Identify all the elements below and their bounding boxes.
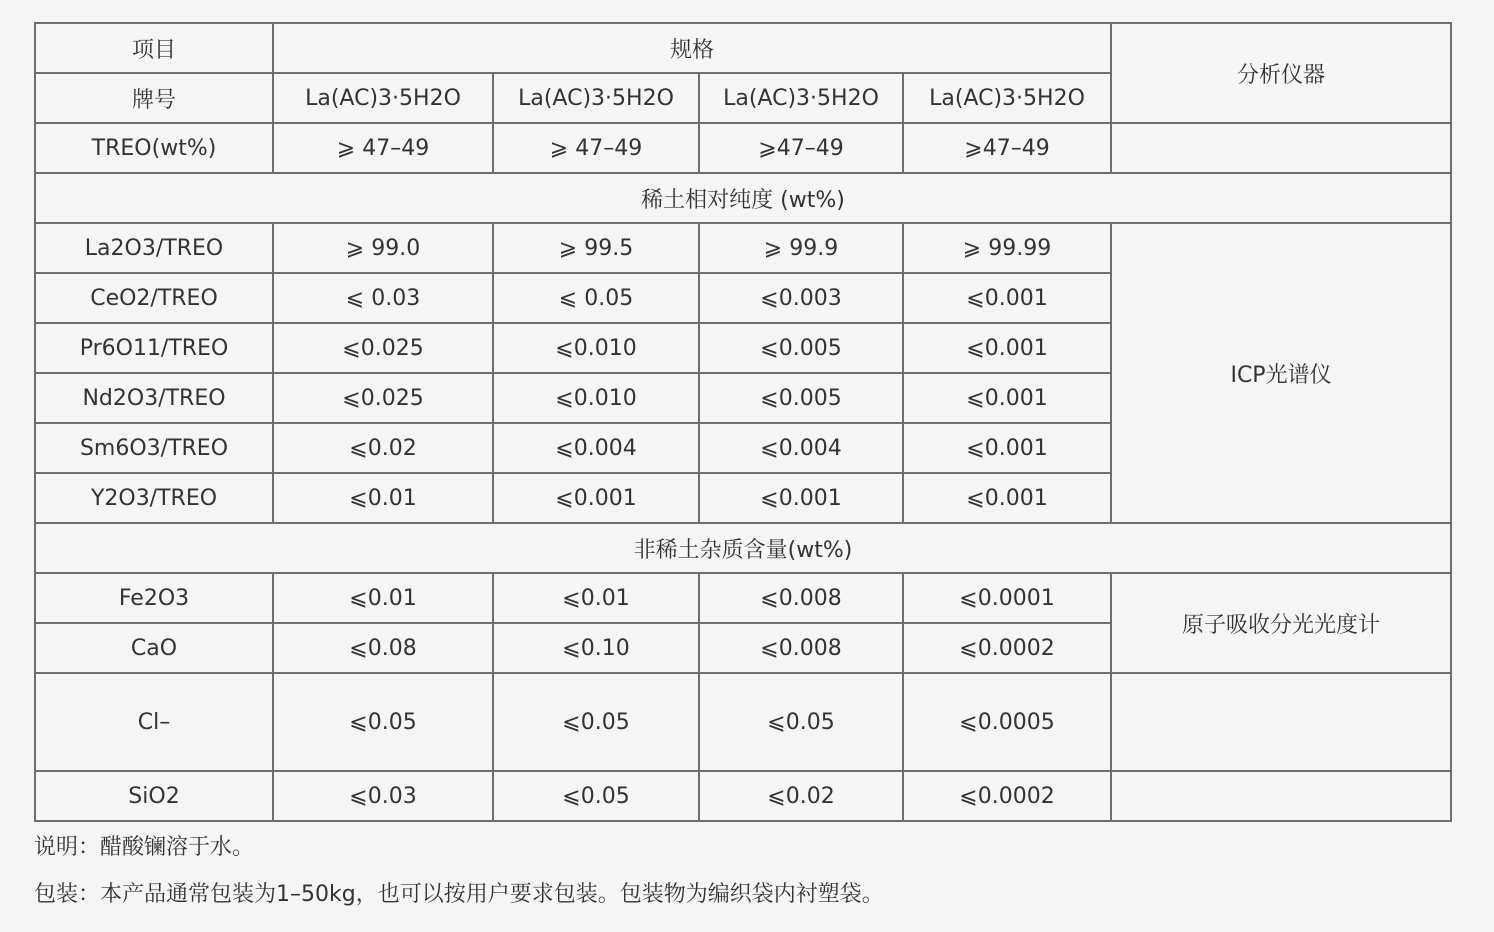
value-cell: ⩽0.001 [903, 323, 1111, 373]
value-cell: ⩽0.05 [493, 673, 699, 771]
value-cell: ⩽0.01 [273, 473, 493, 523]
grade-cell: La(AC)3·5H2O [903, 73, 1111, 123]
value-cell: ⩾ 47–49 [493, 123, 699, 173]
value-cell: ⩽0.010 [493, 373, 699, 423]
value-cell: ⩽0.02 [699, 771, 903, 821]
value-cell: ⩽ 0.03 [273, 273, 493, 323]
row-label: SiO2 [35, 771, 273, 821]
value-cell: ⩽0.005 [699, 323, 903, 373]
table-row [35, 573, 1451, 623]
row-label: Pr6O11/TREO [35, 323, 273, 373]
value-cell: ⩽0.001 [699, 473, 903, 523]
value-cell: ⩽0.010 [493, 323, 699, 373]
table-row [35, 223, 1451, 273]
row-label: Fe2O3 [35, 573, 273, 623]
value-cell: ⩽0.008 [699, 573, 903, 623]
spec-table [34, 22, 1452, 822]
grade-cell: La(AC)3·5H2O [699, 73, 903, 123]
value-cell: ⩽0.001 [493, 473, 699, 523]
section-non-rare-earth-impurities: 非稀土杂质含量(wt%) [35, 523, 1451, 573]
value-cell: ⩾ 99.0 [273, 223, 493, 273]
icp-instrument-cell: ICP光谱仪 [1111, 223, 1451, 523]
value-cell: ⩽0.008 [699, 623, 903, 673]
value-cell: ⩾ 47–49 [273, 123, 493, 173]
instrument-header: 分析仪器 [1111, 23, 1451, 123]
value-cell: ⩽0.004 [699, 423, 903, 473]
value-cell: ⩽0.02 [273, 423, 493, 473]
row-label: TREO(wt%) [35, 123, 273, 173]
value-cell: ⩽0.10 [493, 623, 699, 673]
row-label: Cl– [35, 673, 273, 771]
value-cell: ⩽0.01 [493, 573, 699, 623]
item-header: 项目 [35, 23, 273, 73]
value-cell: ⩽0.003 [699, 273, 903, 323]
value-cell: ⩽0.001 [903, 473, 1111, 523]
value-cell: ⩾ 99.99 [903, 223, 1111, 273]
value-cell: ⩽0.0005 [903, 673, 1111, 771]
value-cell: ⩽0.001 [903, 423, 1111, 473]
row-label: Y2O3/TREO [35, 473, 273, 523]
spec-header: 规格 [273, 23, 1111, 73]
value-cell: ⩽0.0001 [903, 573, 1111, 623]
row-label: CaO [35, 623, 273, 673]
treo-row [35, 123, 1451, 173]
value-cell: ⩽0.001 [903, 273, 1111, 323]
value-cell: ⩽0.05 [493, 771, 699, 821]
aas-instrument-cell: 原子吸收分光光度计 [1111, 573, 1451, 673]
value-cell: ⩽0.03 [273, 771, 493, 821]
grade-cell: La(AC)3·5H2O [273, 73, 493, 123]
value-cell: ⩾ 99.5 [493, 223, 699, 273]
section-rare-earth-purity: 稀土相对纯度 (wt%) [35, 173, 1451, 223]
section-row [35, 173, 1451, 223]
value-cell: ⩽0.025 [273, 323, 493, 373]
packaging-note: 包装：本产品通常包装为1–50kg，也可以按用户要求包装。包装物为编织袋内衬塑袋。 [34, 882, 884, 907]
value-cell: ⩽0.025 [273, 373, 493, 423]
table-row [35, 771, 1451, 821]
row-label: Nd2O3/TREO [35, 373, 273, 423]
value-cell: ⩾47–49 [699, 123, 903, 173]
row-label: Sm6O3/TREO [35, 423, 273, 473]
value-cell: ⩽0.08 [273, 623, 493, 673]
grade-cell: La(AC)3·5H2O [493, 73, 699, 123]
value-cell: ⩽0.0002 [903, 623, 1111, 673]
empty-instrument-cell [1111, 771, 1451, 821]
header-row [35, 23, 1451, 73]
value-cell: ⩽0.05 [273, 673, 493, 771]
description-note: 说明：醋酸镧溶于水。 [34, 835, 255, 860]
value-cell: ⩽0.001 [903, 373, 1111, 423]
value-cell: ⩽0.0002 [903, 771, 1111, 821]
empty-instrument-cell [1111, 673, 1451, 771]
value-cell: ⩽ 0.05 [493, 273, 699, 323]
table-row [35, 673, 1451, 771]
value-cell: ⩽0.01 [273, 573, 493, 623]
row-label: La2O3/TREO [35, 223, 273, 273]
row-label: CeO2/TREO [35, 273, 273, 323]
empty-instrument-cell [1111, 123, 1451, 173]
grade-label: 牌号 [35, 73, 273, 123]
value-cell: ⩾ 99.9 [699, 223, 903, 273]
value-cell: ⩽0.05 [699, 673, 903, 771]
value-cell: ⩽0.004 [493, 423, 699, 473]
value-cell: ⩽0.005 [699, 373, 903, 423]
section-row [35, 523, 1451, 573]
value-cell: ⩾47–49 [903, 123, 1111, 173]
